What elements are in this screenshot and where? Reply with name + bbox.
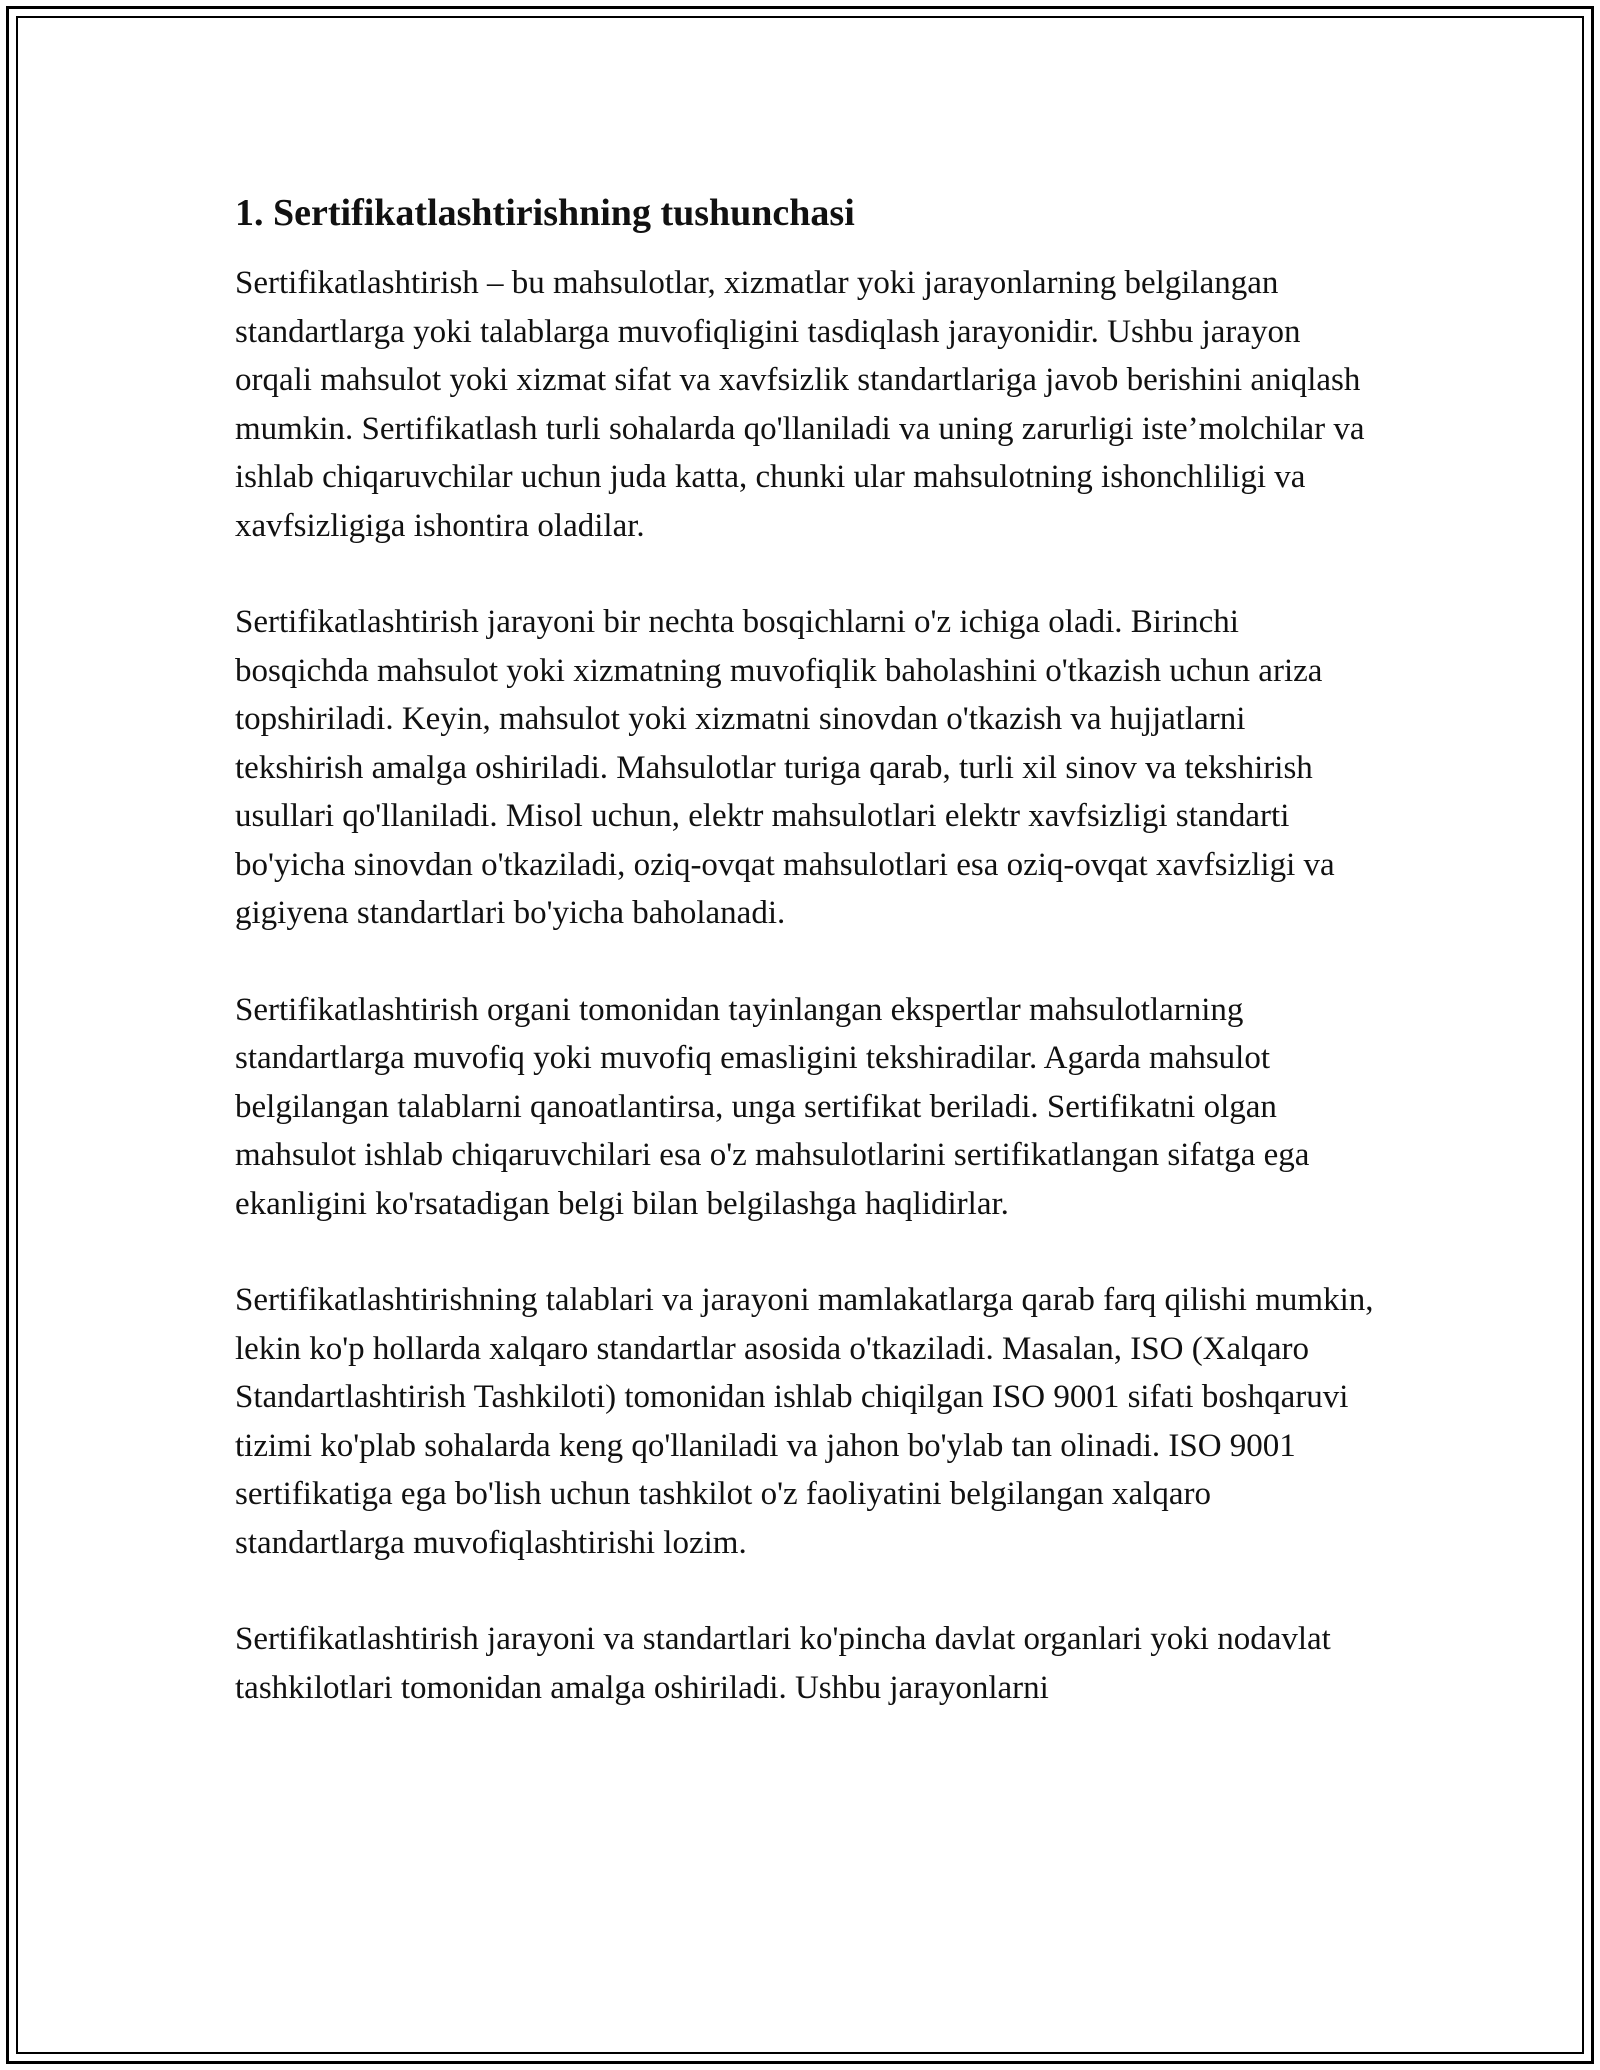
paragraph-1: Sertifikatlashtirish – bu mahsulotlar, xizmatlar yoki jarayonlarning belgilangan standartlarga yoki talablarga muvofiqligini tasdiqlash jarayonidir. Ushbu jarayon orqali mahsulot yoki xizmat sifat va xavfsizlik standartlariga javob berishini aniqlash mumkin. Sertifikatlash turli sohalarda qo'llaniladi va uning zarurligi iste’molchilar va ishlab chiqaruvchilar uchun juda katta, chunki ular mahsulotning ishonchliligi va xavfsizligiga ishontira oladilar. (235, 265, 1365, 544)
document-body (235, 188, 1375, 1760)
paragraph-4: Sertifikatlashtirishning talablari va jarayoni mamlakatlarga qarab farq qilishi mumkin, lekin ko'p hollarda xalqaro standartlar asosida o'tkaziladi. Masalan, ISO (Xalqaro Standartlashtirish Tashkiloti) tomonidan ishlab chiqilgan ISO 9001 sifati boshqaruvi tizimi ko'plab sohalarda keng qo'llaniladi va jahon bo'ylab tan olinadi. ISO 9001 sertifikatiga ega bo'lish uchun tashkilot o'z faoliyatini belgilangan xalqaro standartlarga muvofiqlashtirishi lozim. (235, 1282, 1374, 1561)
paragraph-5: Sertifikatlashtirish jarayoni va standartlari ko'pincha davlat organlari yoki nodavlat tashkilotlari tomonidan amalga oshiriladi. Ushbu jarayonlarni (235, 1621, 1331, 1706)
section-heading: 1. Sertifikatlashtirishning tushunchasi (235, 192, 855, 234)
paragraph-2: Sertifikatlashtirish jarayoni bir nechta bosqichlarni o'z ichiga oladi. Birinchi bosqichda mahsulot yoki xizmatning muvofiqlik baholashini o'tkazish uchun ariza topshiriladi. Keyin, mahsulot yoki xizmatni sinovdan o'tkazish va hujjatlarni tekshirish amalga oshiriladi. Mahsulotlar turiga qarab, turli xil sinov va tekshirish usullari qo'llaniladi. Misol uchun, elektr mahsulotlari elektr xavfsizligi standarti bo'yicha sinovdan o'tkaziladi, oziq-ovqat mahsulotlari esa oziq-ovqat xavfsizligi va gigiyena standartlari bo'yicha baholanadi. (235, 604, 1335, 931)
paragraph-3: Sertifikatlashtirish organi tomonidan tayinlangan ekspertlar mahsulotlarning standartlarga muvofiq yoki muvofiq emasligini tekshiradilar. Agarda mahsulot belgilangan talablarni qanoatlantirsa, unga sertifikat beriladi. Sertifikatni olgan mahsulot ishlab chiqaruvchilari esa o'z mahsulotlarini sertifikatlangan sifatga ega ekanligini ko'rsatadigan belgi bilan belgilashga haqlidirlar. (235, 991, 1310, 1222)
